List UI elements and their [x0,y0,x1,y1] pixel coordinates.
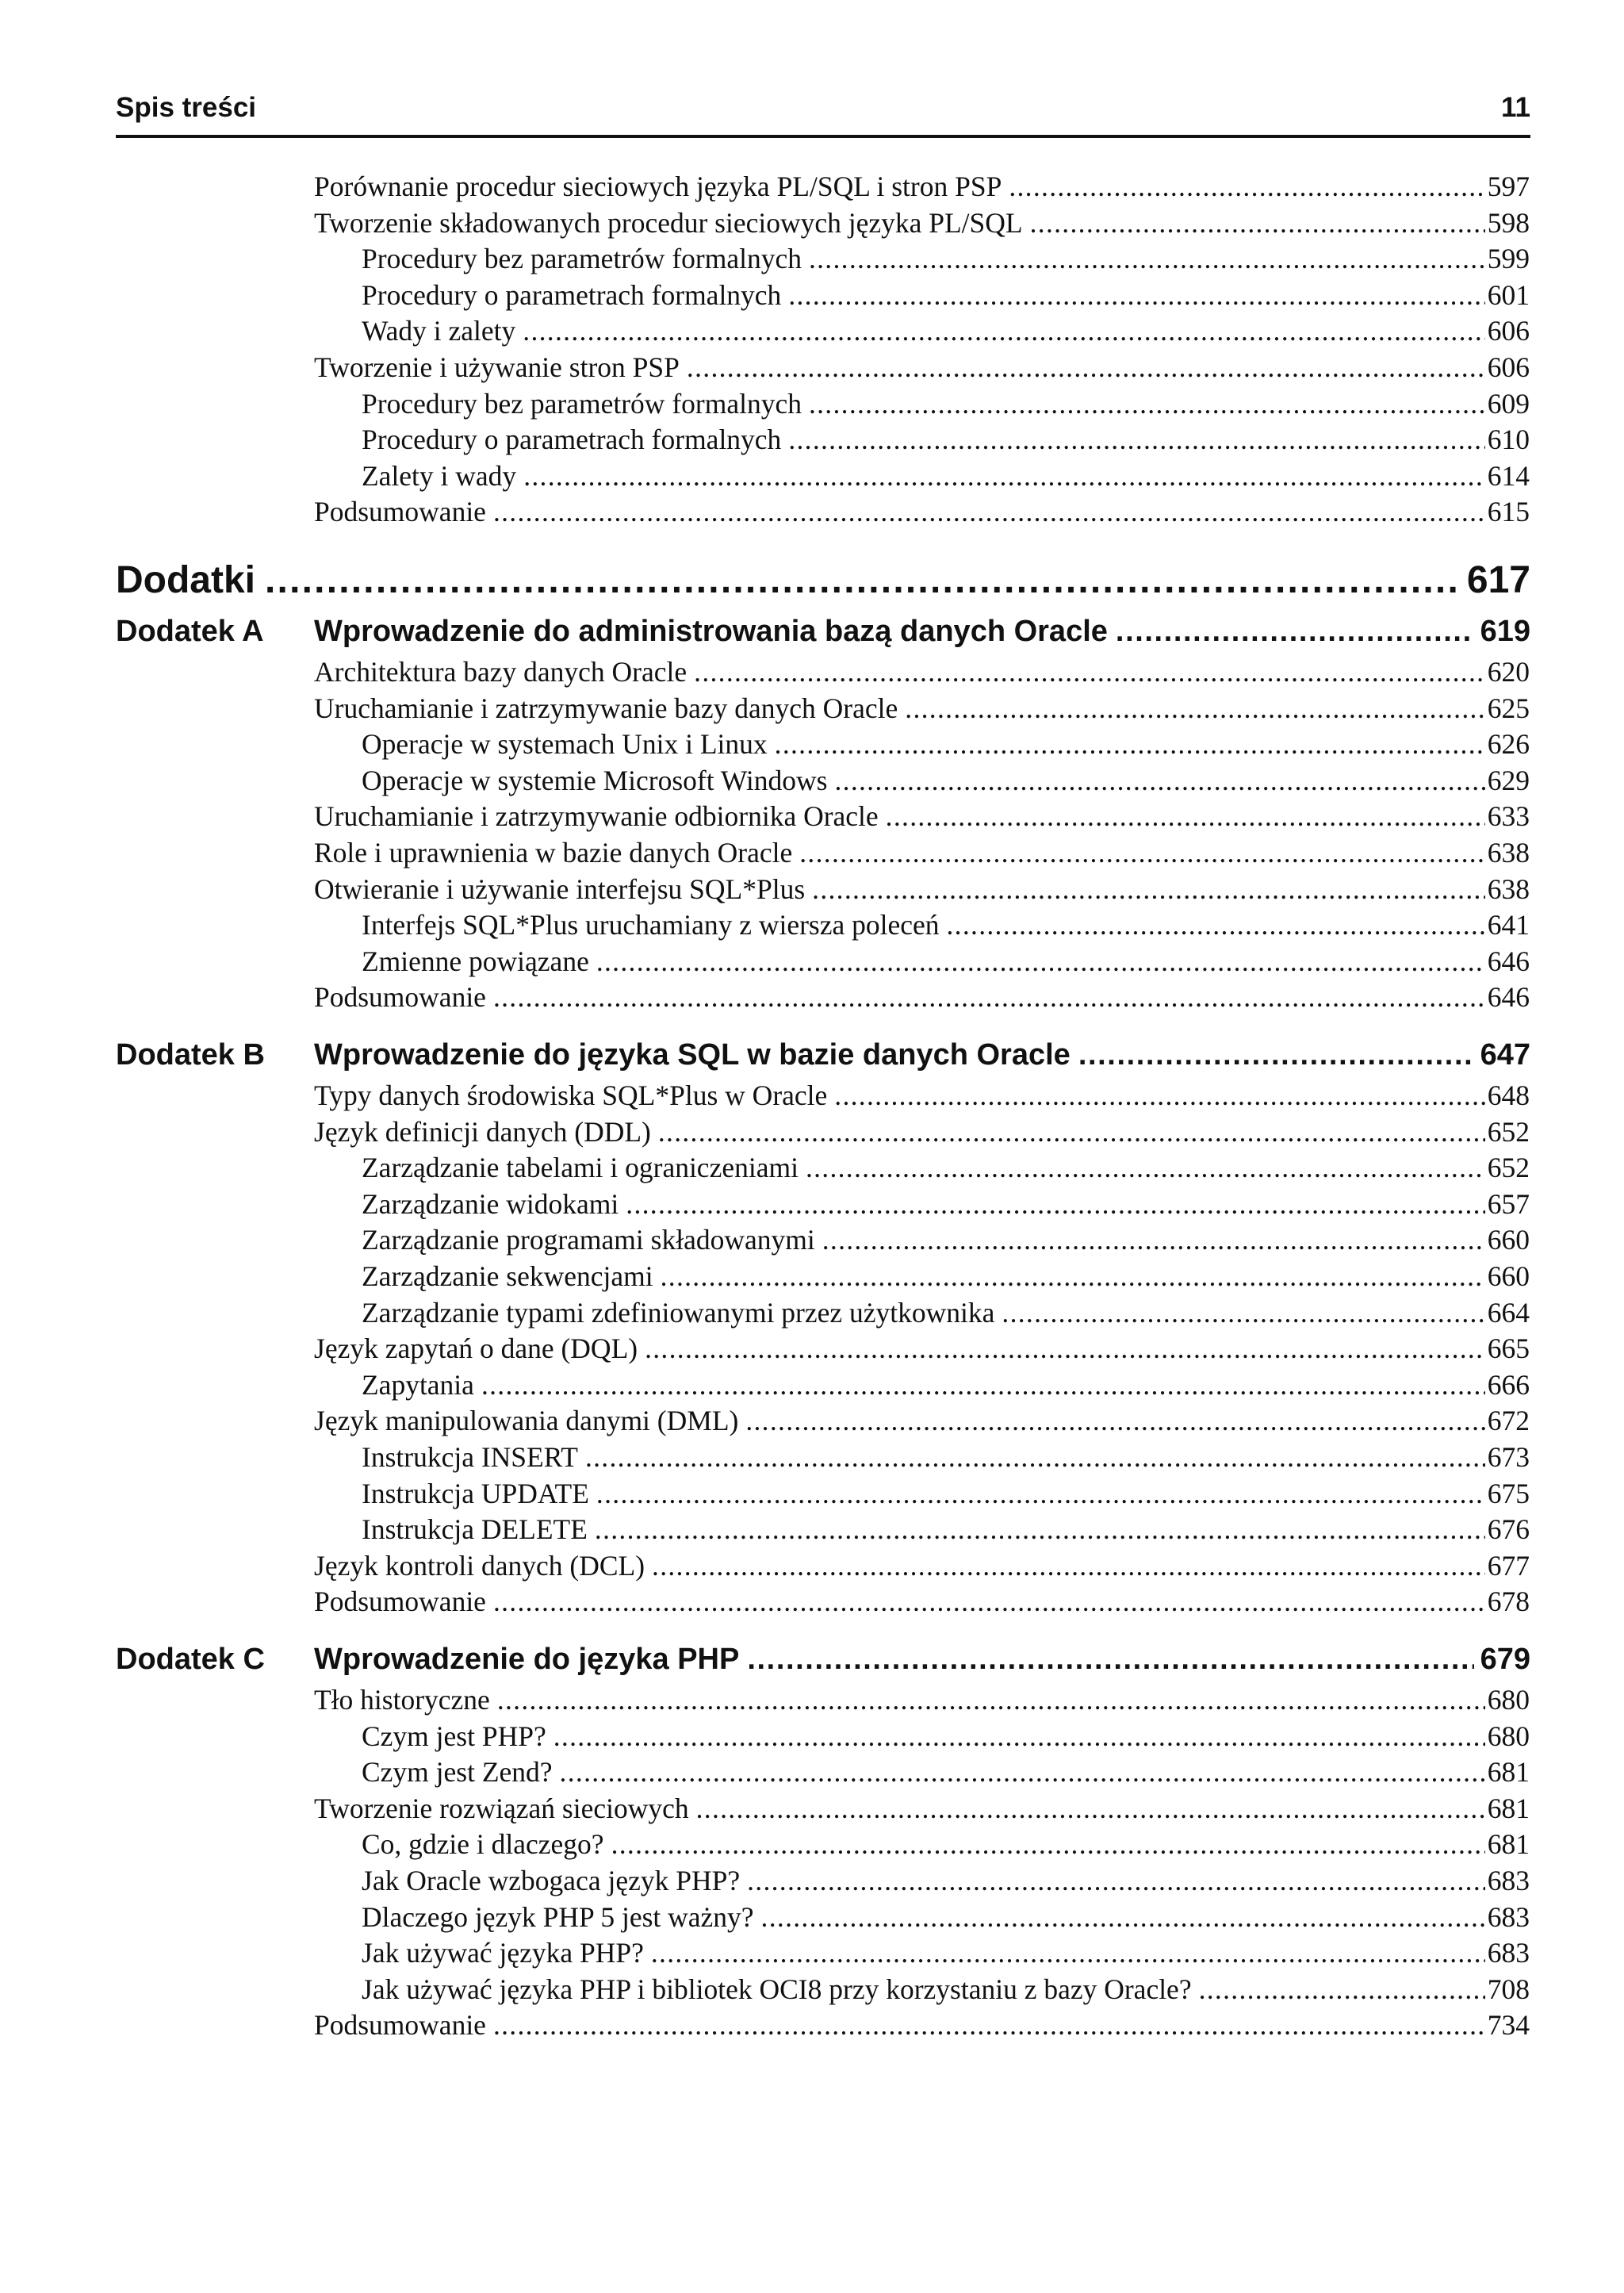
toc-entry-label: Zmienne powiązane [362,945,589,977]
dot-leader [611,1827,1485,1861]
toc-entry [314,692,1530,725]
toc-entry-page: 708 [1487,1973,1530,2005]
toc-entry [362,1440,1530,1474]
toc-entry-label: Typy danych środowiska SQL*Plus w Oracle [314,1079,828,1111]
toc-entry [362,1477,1530,1510]
toc-entry [314,170,1530,203]
toc-entry [314,206,1530,240]
toc-entry [362,242,1530,275]
toc-entry [314,1585,1530,1618]
toc-entry [362,459,1530,493]
toc-entry [314,872,1530,906]
toc-entry-label: Zarządzanie typami zdefiniowanymi przez użytkownika [362,1296,995,1329]
dot-leader [493,2008,1485,2042]
toc-entry-label: Zapytania [362,1368,474,1401]
toc-entry-page: 672 [1487,1405,1530,1437]
toc-entry-label: Tło historyczne [314,1684,490,1716]
toc-entry-label: Instrukcja UPDATE [362,1477,589,1509]
toc-entry [362,1368,1530,1401]
toc-entry-page: 641 [1487,909,1530,941]
appendix-heading [116,1038,1530,1072]
toc-entry [362,727,1530,761]
dot-leader [799,836,1485,869]
dot-leader [493,980,1485,1014]
toc-entry-label: Czym jest PHP? [362,1720,546,1752]
dot-leader [560,1755,1485,1789]
toc-entry-page: 660 [1487,1224,1530,1256]
toc-entry-page: 683 [1487,1937,1530,1969]
part-heading-label: Dodatki [116,559,256,601]
toc-entry [314,836,1530,869]
toc-entry-page: 606 [1487,315,1530,347]
toc-entry-label: Zarządzanie widokami [362,1187,619,1220]
toc-entry [362,314,1530,347]
dot-leader [645,1332,1485,1365]
toc-entry [362,387,1530,420]
appendix-page: 619 [1480,615,1530,648]
toc-entry-label: Jak Oracle wzbogaca język PHP? [362,1865,741,1896]
toc-entry [362,1260,1530,1293]
toc-entry-label: Czym jest Zend? [362,1756,553,1789]
toc-entry [362,1827,1530,1861]
toc-entry-page: 676 [1487,1513,1530,1546]
toc-entry-label: Porównanie procedur sieciowych języka PL/SQL i stron PSP [314,171,1002,202]
toc-entry [314,799,1530,833]
toc-entry-label: Tworzenie rozwiązań sieciowych [314,1792,689,1824]
dot-leader [651,1936,1485,1969]
toc-entry-page: 610 [1487,424,1530,456]
toc-entry-label: Dlaczego język PHP 5 jest ważny? [362,1900,754,1933]
dot-leader [1116,615,1474,649]
dot-leader [834,1079,1484,1112]
dot-leader [947,908,1485,941]
toc-entry [314,1683,1530,1716]
appendix-tag: Dodatek A [116,615,264,648]
toc-entry-label: Zarządzanie tabelami i ograniczeniami [362,1152,799,1184]
toc-entry-page: 677 [1487,1549,1530,1582]
toc-entry [362,1900,1530,1934]
toc-entry [362,1720,1530,1753]
toc-entry-label: Procedury bez parametrów formalnych [362,387,802,420]
dot-leader [788,278,1484,312]
dot-leader [747,1643,1473,1677]
toc-entry-page: 652 [1487,1152,1530,1184]
toc-entry-label: Podsumowanie [314,2009,486,2042]
toc-entry-page: 673 [1487,1441,1530,1473]
toc-entry-page: 665 [1487,1332,1530,1365]
toc-entry [314,1404,1530,1437]
toc-entry [362,1296,1530,1329]
toc-entry-page: 675 [1487,1477,1530,1509]
toc-entry-page: 648 [1487,1079,1530,1111]
toc-entry-page: 609 [1487,387,1530,420]
toc-entry-label: Podsumowanie [314,496,486,528]
dot-leader [523,314,1484,347]
toc-entry-page: 638 [1487,872,1530,905]
dot-leader [493,1585,1485,1618]
toc-entry [362,1187,1530,1221]
dot-leader [747,1864,1485,1897]
toc-entry-page: 625 [1487,692,1530,724]
dot-leader [652,1549,1485,1582]
dot-leader [265,558,1459,602]
dot-leader [775,727,1485,761]
toc-entry-label: Architektura bazy danych Oracle [314,656,688,688]
toc-entry-page: 660 [1487,1260,1530,1292]
dot-leader [1002,1296,1484,1329]
toc-entry-page: 599 [1487,243,1530,275]
toc-entry-page: 652 [1487,1115,1530,1148]
toc-entry [314,655,1530,688]
appendix-title: Wprowadzenie do administrowania bazą danych Oracle [314,615,1108,648]
toc-entry-label: Interfejs SQL*Plus uruchamiany z wiersza poleceń [362,909,940,941]
toc-entry-label: Podsumowanie [314,981,486,1014]
toc-entry-page: 606 [1487,351,1530,383]
toc-entry-label: Operacje w systemie Microsoft Windows [362,764,828,796]
appendix-heading [116,615,1530,649]
toc-entry-page: 681 [1487,1756,1530,1789]
dot-leader [553,1720,1485,1753]
toc-entry-page: 629 [1487,764,1530,796]
toc-entry-label: Zarządzanie programami składowanymi [362,1224,815,1256]
dot-leader [905,692,1484,725]
toc-entry-label: Tworzenie i używanie stron PSP [314,351,680,383]
dot-leader [696,1792,1485,1825]
toc-entry-label: Język definicji danych (DDL) [314,1115,651,1148]
toc-entry-page: 683 [1487,1900,1530,1933]
dot-leader [806,1151,1485,1184]
running-head-page-number: 11 [1501,92,1530,123]
dot-leader [886,799,1485,833]
toc-entry-label: Wady i zalety [362,315,516,347]
toc-entry [314,1549,1530,1582]
dot-leader [761,1900,1485,1934]
toc-entry-label: Zalety i wady [362,459,517,492]
toc-entry [314,1079,1530,1112]
toc-entry-page: 614 [1487,459,1530,492]
toc-entry [362,1151,1530,1184]
toc-entry [362,945,1530,978]
dot-leader [1199,1973,1485,2006]
dot-leader [812,872,1485,906]
dot-leader [745,1404,1484,1437]
dot-leader [834,764,1484,797]
toc-entry [362,1936,1530,1969]
dot-leader [596,945,1485,978]
running-head-title: Spis treści [116,92,257,123]
dot-leader [497,1683,1485,1716]
toc-entry-page: 666 [1487,1368,1530,1401]
toc-entry-label: Jak używać języka PHP? [362,1937,644,1969]
toc-entry [362,1513,1530,1546]
toc-entry-page: 638 [1487,837,1530,869]
toc-entry-label: Instrukcja DELETE [362,1513,588,1546]
toc-entry-label: Podsumowanie [314,1586,486,1618]
toc-entry [362,908,1530,941]
toc-entry-page: 681 [1487,1792,1530,1824]
toc-entry-page: 683 [1487,1865,1530,1896]
toc-entry-page: 646 [1487,945,1530,977]
toc-entry-label: Procedury o parametrach formalnych [362,278,782,311]
toc-entry [362,764,1530,797]
toc-entry [314,980,1530,1014]
toc-entry-label: Tworzenie składowanych procedur sieciowych języka PL/SQL [314,206,1023,239]
toc-entry-label: Zarządzanie sekwencjami [362,1260,653,1292]
toc-entry-page: 734 [1487,2009,1530,2042]
dot-leader [661,1260,1485,1293]
toc-entry [314,2008,1530,2042]
toc-entry-label: Język manipulowania danymi (DML) [314,1405,739,1437]
dot-leader [822,1223,1485,1256]
toc-entry-page: 681 [1487,1828,1530,1861]
dot-leader [687,351,1485,384]
toc-entry [362,278,1530,312]
dot-leader [1030,206,1485,240]
toc-entry [362,423,1530,456]
toc-entry-page: 633 [1487,800,1530,833]
appendix-title: Wprowadzenie do języka SQL w bazie danych Oracle [314,1038,1071,1072]
toc-entry [362,1864,1530,1897]
toc-entry-page: 597 [1487,171,1530,202]
appendix-page: 679 [1480,1643,1530,1676]
toc-entry-page: 615 [1487,496,1530,528]
toc-entry-label: Język zapytań o dane (DQL) [314,1332,638,1365]
toc-entry-page: 657 [1487,1187,1530,1220]
toc-entry [314,1332,1530,1365]
dot-leader [585,1440,1485,1474]
toc-entry-page: 601 [1487,278,1530,311]
toc-entry [362,1223,1530,1256]
toc-entry-page: 646 [1487,981,1530,1014]
toc-entry-label: Procedury bez parametrów formalnych [362,243,802,275]
appendix-heading [116,1643,1530,1677]
toc-entry-label: Jak używać języka PHP i bibliotek OCI8 przy korzystaniu z bazy Oracle? [362,1973,1192,2005]
toc-entry-label: Role i uprawnienia w bazie danych Oracle [314,837,793,869]
toc-entry-page: 620 [1487,656,1530,688]
running-head [116,89,1530,138]
toc-entry [362,1973,1530,2006]
toc-entry-page: 678 [1487,1586,1530,1618]
dot-leader [596,1477,1485,1510]
toc-entry-page: 598 [1487,206,1530,239]
dot-leader [694,655,1485,688]
part-heading [116,558,1530,602]
appendix-tag: Dodatek C [116,1643,265,1676]
part-heading-page: 617 [1466,559,1530,601]
dot-leader [788,423,1484,456]
dot-leader [481,1368,1485,1401]
toc-entry-label: Co, gdzie i dlaczego? [362,1828,604,1861]
toc-entry [362,1755,1530,1789]
dot-leader [809,387,1485,420]
dot-leader [658,1115,1485,1148]
dot-leader [595,1513,1485,1546]
toc-entry [314,1115,1530,1148]
toc-entry-page: 680 [1487,1720,1530,1752]
dot-leader [1078,1038,1474,1072]
toc-entry-label: Język kontroli danych (DCL) [314,1549,645,1582]
dot-leader [1009,170,1484,203]
toc-entry [314,351,1530,384]
toc-entry [314,495,1530,528]
appendix-tag: Dodatek B [116,1038,265,1072]
dot-leader [809,242,1485,275]
toc-entry-label: Operacje w systemach Unix i Linux [362,728,768,761]
toc-entry-label: Otwieranie i używanie interfejsu SQL*Plus [314,872,806,905]
toc-entry [314,1792,1530,1825]
toc-entry-label: Uruchamianie i zatrzymywanie odbiornika Oracle [314,800,879,833]
dot-leader [493,495,1485,528]
appendix-title: Wprowadzenie do języka PHP [314,1643,740,1676]
dot-leader [626,1187,1484,1221]
toc-entry-page: 680 [1487,1684,1530,1716]
toc-entry-label: Uruchamianie i zatrzymywanie bazy danych Oracle [314,692,898,724]
toc-entry-page: 626 [1487,728,1530,761]
toc-entry-page: 664 [1487,1296,1530,1329]
toc-entry-label: Procedury o parametrach formalnych [362,424,782,456]
toc-entry-label: Instrukcja INSERT [362,1441,578,1473]
dot-leader [523,459,1485,493]
appendix-page: 647 [1480,1038,1530,1072]
